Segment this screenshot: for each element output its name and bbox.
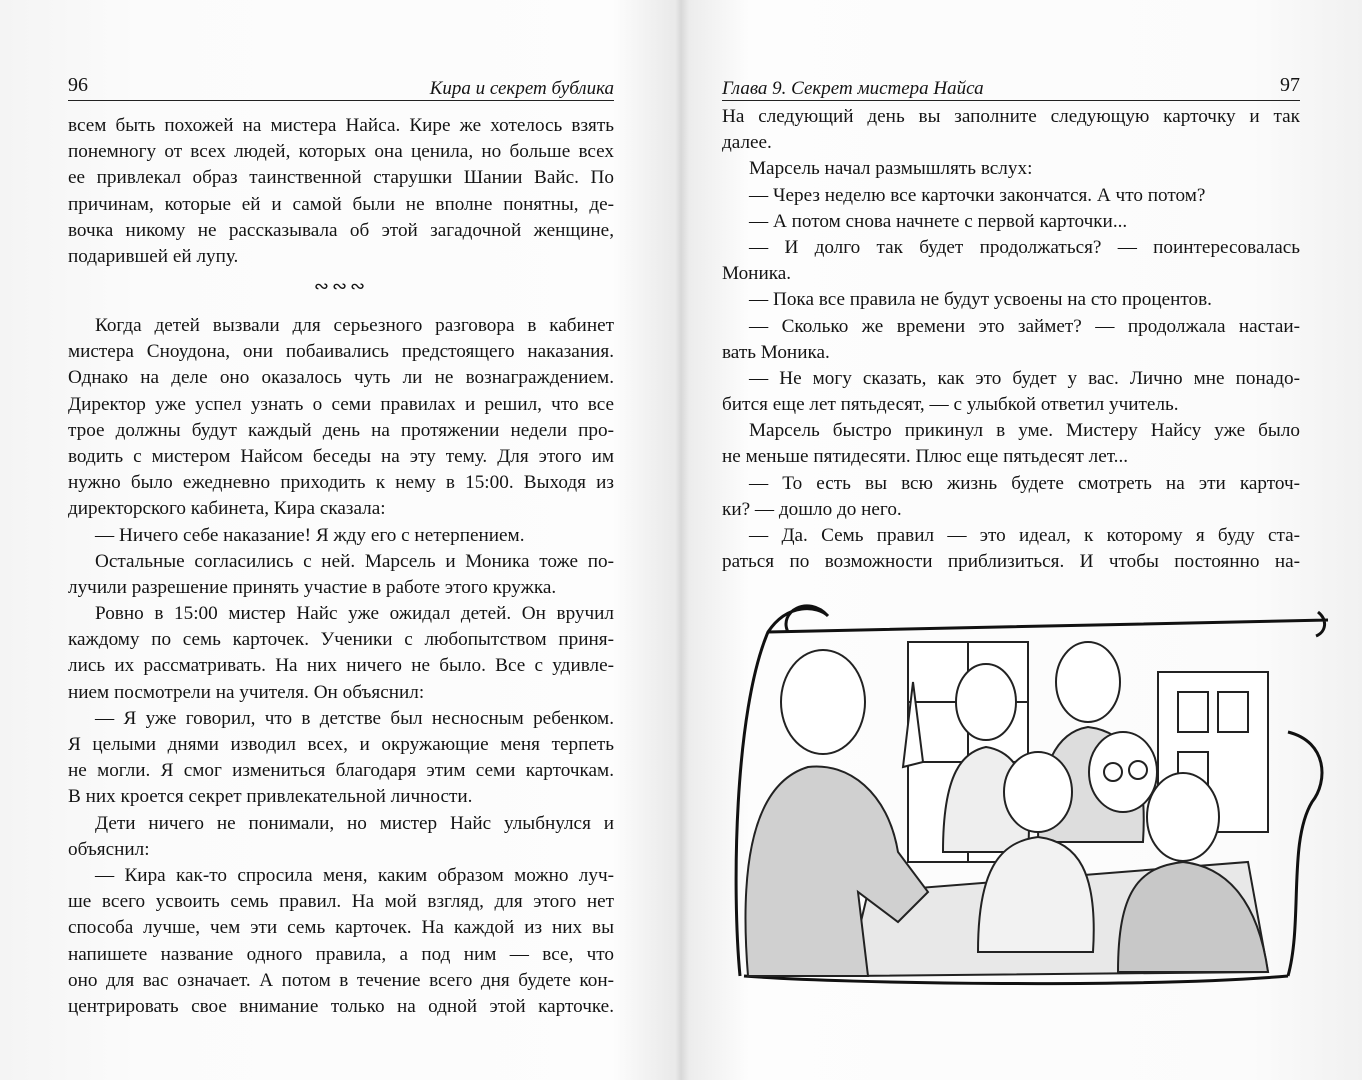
left-page — [68, 0, 614, 1080]
text-line: напишете название одного правила, а под ним — все, что — [68, 943, 614, 965]
text-line: мистера Сноудона, они побаивались предстоящего наказания. — [68, 341, 614, 363]
text-line: — Кира как-то спросила меня, каким образом можно луч- — [95, 864, 614, 886]
text-line: — Да. Семь правил — это идеал, к которому я буду ста- — [749, 525, 1300, 546]
text-line: — Я уже говорил, что в детстве был несносным ребенком. — [95, 707, 614, 729]
text-line: способа лучше, чем эти семь карточек. На каждой из них вы — [68, 917, 614, 939]
text-line: Моника. — [722, 263, 792, 285]
text-line: водить с мистером Найсом беседы на эту тему. Для этого им — [68, 445, 614, 467]
text-line: нужно было ежедневно приходить к нему в 15:00. Выходя из — [68, 472, 614, 494]
text-line: вать Моника. — [722, 341, 830, 363]
text-line: раться по возможности приблизиться. И чтобы постоянно на- — [722, 551, 1300, 573]
text-line: В них кроется секрет привлекательной личности. — [68, 786, 473, 808]
text-line: не могли. Я смог измениться благодаря этим семи карточкам. — [68, 760, 614, 782]
running-header — [722, 70, 1300, 101]
text-line: далее. — [722, 132, 772, 154]
text-line: ки? — дошло до него. — [722, 498, 902, 520]
text-line: — Не могу сказать, как это будет у вас. Лично мне понадо- — [749, 367, 1300, 389]
text-line: Директор уже успел узнать о семи правилах и решил, что все — [68, 393, 614, 415]
page-number: 96 — [68, 74, 88, 96]
text-line: На следующий день вы заполните следующую карточку и так — [722, 106, 1300, 127]
text-block — [68, 313, 614, 1020]
illustration-teacher-with-children — [728, 592, 1332, 988]
text-line: Я целыми днями изводил всех, и окружающие меня терпеть — [68, 734, 614, 755]
text-line: оно для вас означает. А потом в течение всего дня будете кон- — [68, 969, 614, 991]
text-line: бится еще лет пятьдесят, — с улыбкой ответил учитель. — [722, 394, 1179, 416]
text-line: Дети ничего не понимали, но мистер Найс улыбнулся и — [95, 812, 614, 834]
text-line: Ровно в 15:00 мистер Найс уже ожидал детей. Он вручил — [95, 603, 614, 625]
text-block — [68, 113, 614, 270]
text-line: Когда детей вызвали для серьезного разговора в кабинет — [95, 315, 614, 336]
text-line: ее привлекал образ таинственной старушки Шании Вайс. По — [68, 167, 614, 189]
text-line: всем быть похожей на мистера Найса. Кире же хотелось взять — [68, 115, 614, 136]
text-line: не меньше пятидесяти. Плюс еще пятьдесят лет... — [722, 446, 1129, 468]
text-block — [722, 104, 1300, 575]
text-line: Остальные согласились с ней. Марсель и Моника тоже по- — [95, 550, 614, 572]
text-line: — Пока все правила не будут усвоены на сто процентов. — [749, 289, 1212, 311]
text-line: лись их рассматривать. На них ничего не было. Все с удивле- — [68, 655, 614, 677]
text-line: — Сколько же времени это займет? — продолжала настаи- — [749, 315, 1300, 337]
text-line: — То есть вы всю жизнь будете смотреть на эти карточ- — [749, 472, 1300, 494]
text-line: — Ничего себе наказание! Я жду его с нетерпением. — [95, 524, 525, 546]
text-line: трое должны будут каждый день на протяжении недели про- — [68, 419, 614, 441]
text-line: вочка никому не рассказывала об этой загадочной женщине, — [68, 219, 614, 241]
text-line: ше всего усвоить семь правил. На мой взгляд, для этого нет — [68, 891, 614, 913]
running-title: Глава 9. Секрет мистера Найса — [722, 78, 984, 99]
section-ornament: ∾∾∾ — [313, 276, 369, 296]
text-line: объяснил: — [68, 838, 150, 860]
running-title: Кира и секрет бублика — [429, 78, 614, 99]
text-line: центрировать свое внимание только на одной этой карточке. — [68, 995, 614, 1017]
text-line: лучили разрешение принять участие в работе этого кружка. — [68, 576, 557, 598]
text-line: нием посмотрели на учителя. Он объяснил: — [68, 681, 425, 703]
child — [1089, 732, 1157, 812]
text-line: — И долго так будет продолжаться? — поинтересовалась — [749, 236, 1300, 258]
running-header — [68, 70, 614, 101]
text-line: Однако на деле оно оказалось чуть ли не вознаграждением. — [68, 367, 614, 389]
text-line: Марсель быстро прикинул в уме. Мистеру Найсу уже было — [749, 420, 1300, 442]
text-line: подарившей ей лупу. — [68, 245, 239, 267]
text-line: директорского кабинета, Кира сказала: — [68, 498, 386, 520]
text-line: — Через неделю все карточки закончатся. А что потом? — [749, 184, 1206, 206]
text-line: каждому по семь карточек. Ученики с любопытством приня- — [68, 629, 614, 651]
text-line: причинам, которые ей и самой были не вполне понятны, де- — [68, 193, 614, 215]
text-line: — А потом снова начнете с первой карточки... — [749, 210, 1128, 232]
text-line: Марсель начал размышлять вслух: — [749, 158, 1033, 180]
text-line: понемногу от всех людей, которых она ценила, но больше всех — [68, 141, 614, 163]
page-number: 97 — [1280, 74, 1300, 96]
